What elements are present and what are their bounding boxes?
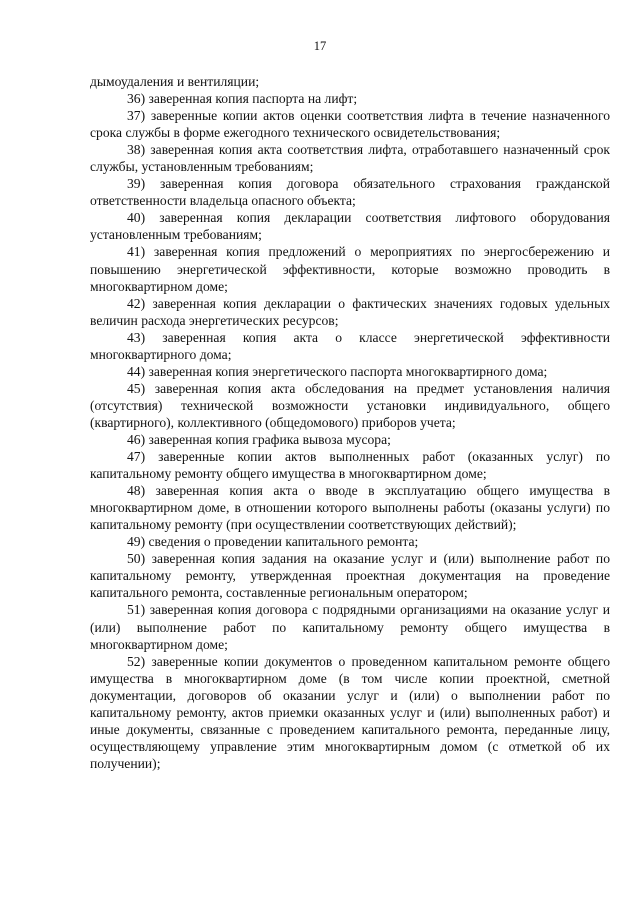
- list-item-paragraph: 50) заверенная копия задания на оказание услуг и (или) выполнение работ по капитальному ремонту, утвержденная проектная документация на проведение капитального ремонта, составленные региональным оператором;: [90, 551, 610, 601]
- list-item-paragraph: 47) заверенные копии актов выполненных работ (оказанных услуг) по капитальному ремонту общего имущества в многоквартирном доме;: [90, 449, 610, 482]
- list-item-paragraph: 38) заверенная копия акта соответствия лифта, отработавшего назначенный срок службы, установленным требованиям;: [90, 142, 610, 175]
- list-item-paragraph: 52) заверенные копии документов о проведенном капитальном ремонте общего имущества в многоквартирном доме (в том числе копии проектной, сметной документации, договоров об оказании услуг и (или) о выполнении работ по капитальному ремонту, актов приемки оказанных услуг и (или) выполненных работ) и иные документы, связанные с проведением капитального ремонта, переданные лицу, осуществляющему управление этим многоквартирным домом (с отметкой об их получении);: [90, 653, 610, 771]
- document-body: [90, 73, 610, 772]
- list-item-paragraph: 43) заверенная копия акта о классе энергетической эффективности многоквартирного дома;: [90, 329, 610, 362]
- list-item-paragraph: 40) заверенная копия декларации соответствия лифтового оборудования установленным требованиям;: [90, 210, 610, 243]
- list-item-paragraph: 46) заверенная копия графика вывоза мусора;: [127, 431, 391, 447]
- list-item-paragraph: 41) заверенная копия предложений о мероприятиях по энергосбережению и повышению энергетической эффективности, которые возможно проводить в многоквартирном доме;: [90, 244, 610, 294]
- list-item-paragraph: 39) заверенная копия договора обязательного страхования гражданской ответственности владельца опасного объекта;: [90, 176, 610, 209]
- list-item-paragraph: 49) сведения о проведении капитального ремонта;: [127, 534, 419, 550]
- list-item-paragraph: 36) заверенная копия паспорта на лифт;: [127, 91, 358, 107]
- list-item-paragraph: 51) заверенная копия договора с подрядными организациями на оказание услуг и (или) выполнение работ по капитальному ремонту общего имущества в многоквартирном доме;: [90, 602, 610, 652]
- list-item-paragraph: 45) заверенная копия акта обследования на предмет установления наличия (отсутствия) технической возможности установки индивидуального, общего (квартирного), коллективного (общедомового) приборов учета;: [90, 380, 610, 430]
- list-item-paragraph: 42) заверенная копия декларации о фактических значениях годовых удельных величин расхода энергетических ресурсов;: [90, 295, 610, 328]
- list-item-paragraph: 37) заверенные копии актов оценки соответствия лифта в течение назначенного срока службы в форме ежегодного технического освидетельствования;: [90, 108, 610, 141]
- list-item-paragraph: 48) заверенная копия акта о вводе в эксплуатацию общего имущества в многоквартирном доме, в отношении которого выполнены работы (оказаны услуги) по капитальному ремонту (при осуществлении соответствующих действий);: [90, 483, 610, 533]
- page-number: 17: [313, 39, 327, 53]
- list-item-paragraph: 44) заверенная копия энергетического паспорта многоквартирного дома;: [127, 363, 548, 379]
- list-item-paragraph: дымоудаления и вентиляции;: [90, 74, 260, 89]
